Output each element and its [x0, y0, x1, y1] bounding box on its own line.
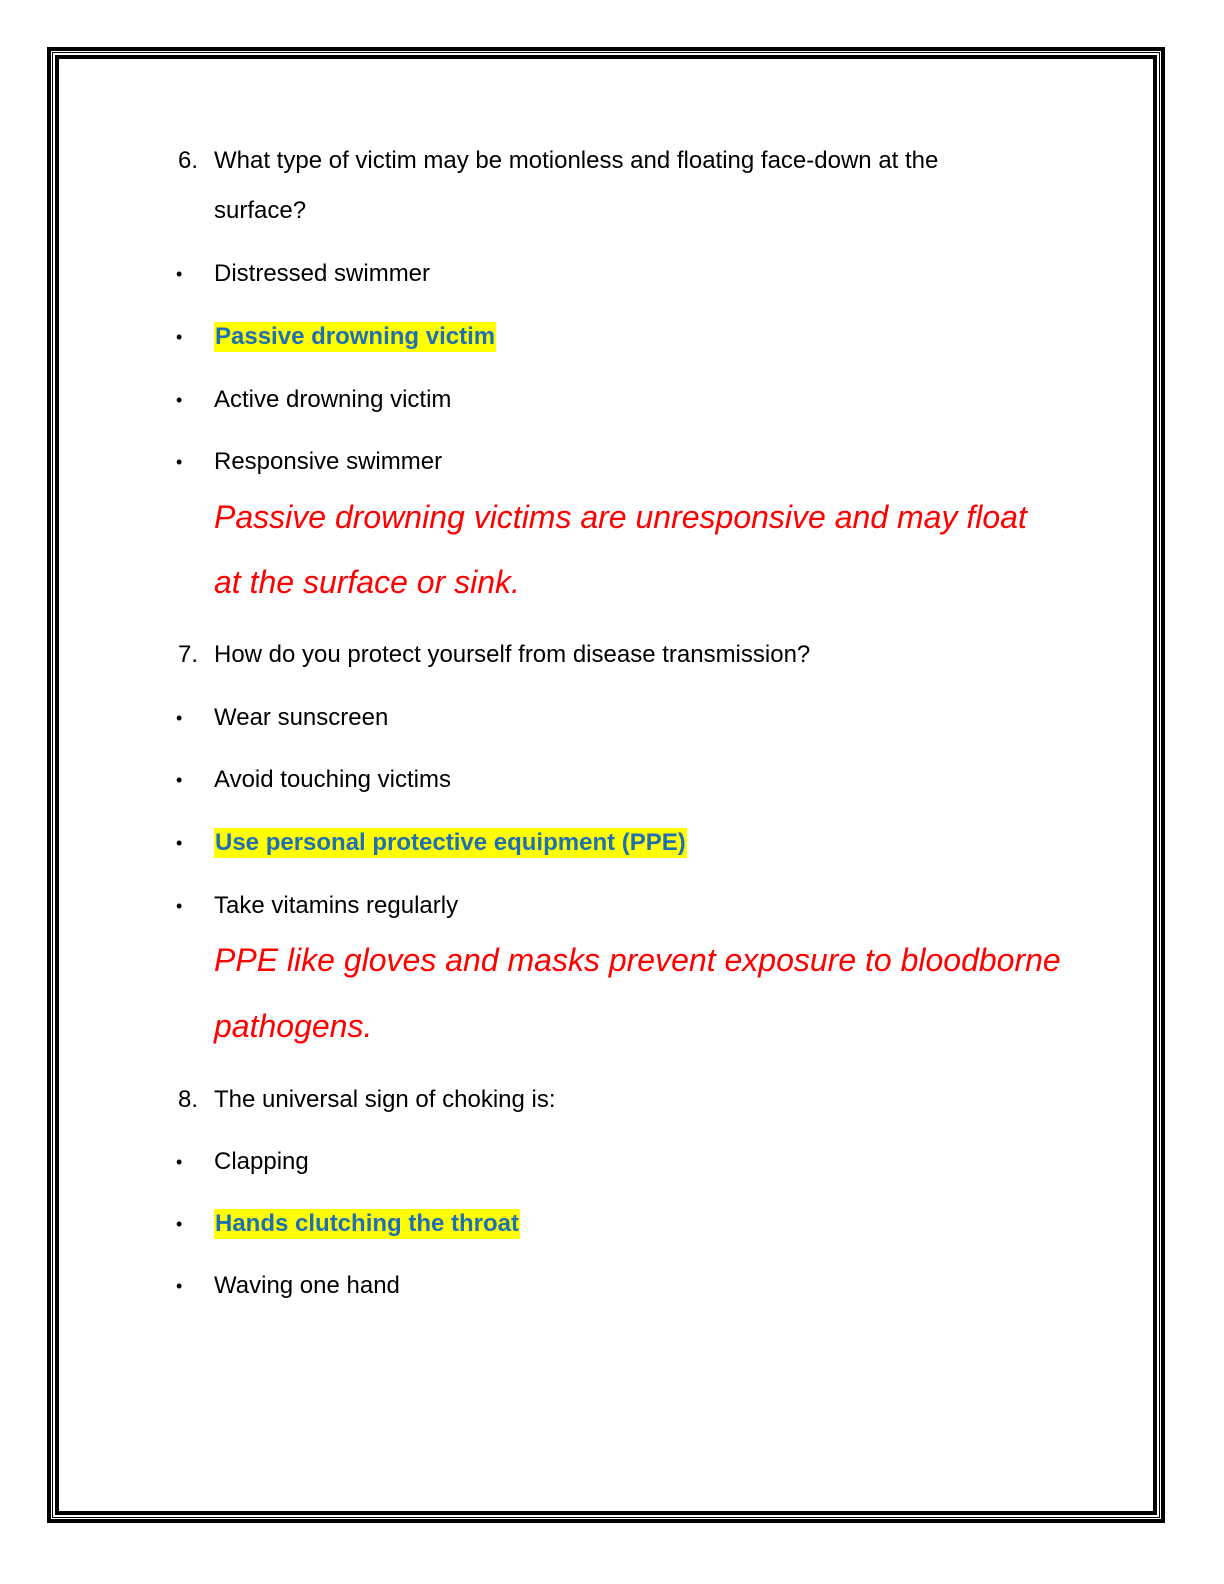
answer-option: Take vitamins regularly: [214, 892, 459, 919]
answer-option-correct: Use personal protective equipment (PPE): [215, 829, 686, 856]
question-number: 7.: [178, 641, 199, 668]
answer-option: Waving one hand: [214, 1272, 400, 1299]
bullet-icon: •: [176, 833, 183, 853]
answer-option: Clapping: [214, 1148, 309, 1175]
explanation-continued: pathogens.: [214, 1008, 373, 1044]
bullet-icon: •: [176, 327, 183, 347]
bullet-icon: •: [176, 390, 183, 410]
bullet-icon: •: [176, 708, 183, 728]
bullet-icon: •: [176, 264, 183, 284]
bullet-icon: •: [176, 770, 183, 790]
explanation: Passive drowning victims are unresponsive and may float: [214, 499, 1027, 535]
question-number: 6.: [178, 147, 199, 174]
explanation-continued: at the surface or sink.: [214, 564, 520, 600]
answer-option: Avoid touching victims: [214, 766, 451, 793]
bullet-icon: •: [176, 896, 183, 916]
answer-option: Responsive swimmer: [214, 448, 443, 475]
question-text: The universal sign of choking is:: [214, 1086, 556, 1113]
answer-option: Active drowning victim: [214, 386, 452, 413]
answer-option: Wear sunscreen: [214, 704, 389, 731]
question-text-continued: surface?: [214, 197, 307, 224]
question-text: How do you protect yourself from disease transmission?: [214, 641, 811, 668]
bullet-icon: •: [176, 1152, 183, 1172]
question-text: What type of victim may be motionless and floating face-down at the: [214, 147, 939, 174]
question-number: 8.: [178, 1086, 199, 1113]
explanation: PPE like gloves and masks prevent exposure to bloodborne: [214, 942, 1061, 978]
bullet-icon: •: [176, 452, 183, 472]
bullet-icon: •: [176, 1276, 183, 1296]
answer-option-correct: Hands clutching the throat: [215, 1210, 520, 1237]
bullet-icon: •: [176, 1214, 183, 1234]
answer-option: Distressed swimmer: [214, 260, 431, 287]
answer-option-correct: Passive drowning victim: [215, 323, 496, 350]
